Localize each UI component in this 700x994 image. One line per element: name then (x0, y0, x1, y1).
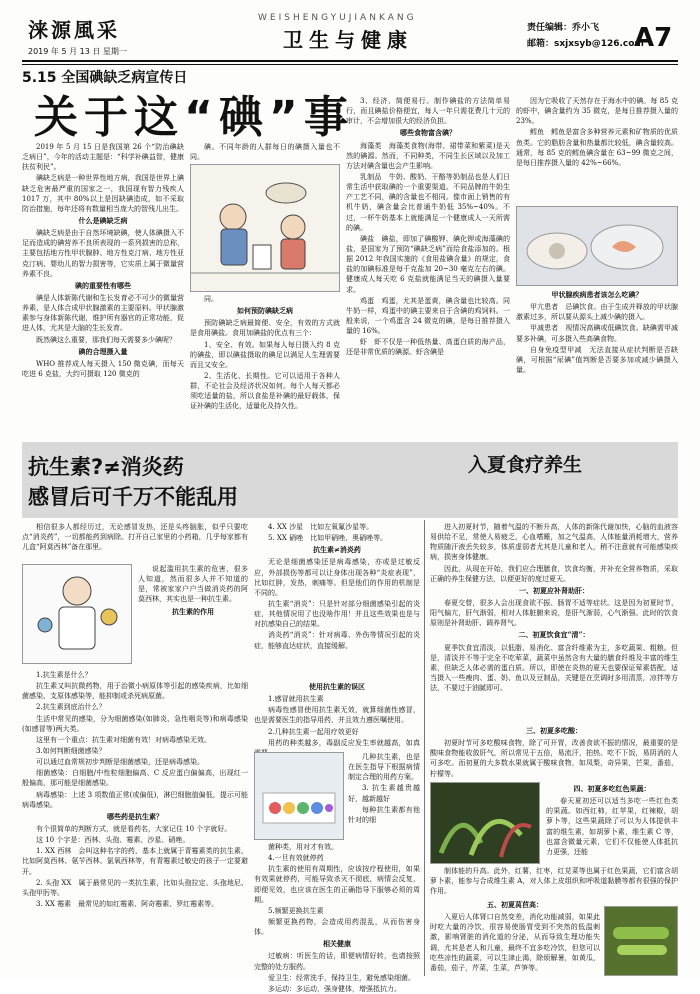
article3-column-lower (430, 866, 678, 896)
brand-logo: 涞源風采 (28, 18, 120, 42)
paragraph: 过敏病：听医生的话，即便病情好转，也请按照完整的处方服药。 (254, 952, 420, 971)
article2-title-line2: 感冒后可千万不能乱用 (28, 485, 238, 509)
paragraph: 海藻类 海藻类食物(海带、裙带菜和紫菜)是天然的碘源。然而，不同种类，不同生长区域以及加工方法对碘含量也会产生影响。 (346, 141, 510, 170)
subheading: 五、初夏莴苣高： (487, 900, 543, 909)
article3-column-mid (430, 724, 678, 780)
header-rule (22, 60, 678, 62)
column-pinyin: WEISHENGYUJIANKANG (258, 13, 417, 23)
paragraph: 1.感冒就用抗生素 (268, 695, 324, 704)
paragraph: 病毒感染：上述 3 项数值正常(或偏低)，淋巴细胞值偏低，提示可能病毒感染。 (22, 790, 248, 809)
subheading: 四、初夏多吃红色果蔬： (573, 784, 651, 793)
article2-column-2-top (254, 522, 420, 678)
subheading: 碘的合理摄入量 (78, 346, 128, 356)
paragraph: 抗生素的使用有周期性，应该按疗程使用，如果有效果就停药，可能导致杀灭不彻底，病情会反复，即便见效，也应该在医生的正确指导下服够必须的周期。 (254, 865, 420, 904)
paragraph: 1、安全、有效。如果每人每日摄入约 8 克的碘盐，即以碘盐摄取的碘足以满足人生理需要而且又安全。 (190, 340, 340, 369)
paragraph: 2.抗生素到底治什么？ (36, 703, 106, 712)
subheading: 甲状腺疾病患者该怎么吃碘？ (551, 290, 643, 299)
article2-title-line1: 抗生素?≠消炎药 (28, 455, 184, 479)
paragraph: 4.一旦有效就停药 (268, 854, 324, 863)
article1-column-4-top (516, 96, 678, 204)
paragraph: 说起滥用抗生素的危害，很多人知道，然而很多人并不知道的是，常被家家户户当做消炎药的阿莫西林，其实也是一种抗生素。 (138, 565, 248, 604)
paragraph: 菌种类，用对才有效。 (268, 843, 338, 851)
paragraph: 3. 抗生素越贵越好，越新越好 (348, 784, 420, 803)
article1-column-2 (190, 294, 340, 438)
paragraph: 2.几种抗生素一起用疗效更好 (268, 727, 359, 736)
paragraph: 虾 虾不仅是一种低热量、高蛋白质的海产品，还是非常优质的碘源。虾含碘是 (346, 338, 510, 357)
paragraph: 生活中常见的感染，分为细菌感染(如肺炎、急性咽炎等)和病毒感染(如感冒等)两大类。 (22, 714, 248, 733)
paragraph: 爱卫生：经常洗手，保持卫生，避免感染细菌。 (268, 973, 415, 982)
paragraph: 病毒性感冒使用抗生素无效，就算细菌性感冒，也是需要医生的指导用药，并且效力遵医嘱使用。 (254, 706, 420, 725)
subheading: 抗生素的作用 (172, 606, 214, 616)
paragraph: 甲亢患者 忌碘饮食。由于生成并释放的甲状腺激素过多，所以要从源头上减少碘的摄入。 (516, 303, 678, 322)
paragraph: 抗生素又叫抗微药物，用于治微小病原体等引起的感染疾病，比如细菌感染、支原体感染等，能抑制或杀死病原菌。 (22, 682, 248, 701)
paragraph: 碘缺乏病是由于自然环境缺碘，使人体碘摄入不足而造成的碘营养不良所表现的一系列损害的总称，主要包括地方性甲状腺肿、地方性克汀病、地方性亚克汀病、婴幼儿的智力损害等，它实质上属于微量营养素不良。 (22, 229, 184, 278)
paragraph: 抗生素“消炎”：只是针对部分细菌感染引起的炎症，其他情况用了也没啥作用！并且这些效果也是与对抗感染自己的结果。 (254, 599, 420, 629)
paragraph: WHO 推荐成人每天摄入 150 微克碘，而每天吃进 6 克盐，大约可摄取 120 微克的 (22, 359, 184, 378)
paragraph: 自身免疫型甲减 无法直接从症状判断是否缺碘，可根据“尿碘”值判断是否要多加或减少碘摄入量。 (516, 345, 678, 374)
paragraph: 春天夏初还可以适当多吃一些红色类的果蔬。如西红柿，红苹果，红辣椒，胡萝卜等，这些果蔬除了可以为人体提供丰富的维生素，如胡萝卜素，维生素 C 等，也富含微量元素，它们不仅能使人体抵抗力更强，还能 (546, 797, 678, 856)
paragraph: 3. XX 霉素 最常见的如红霉素、阿奇霉素、罗红霉素等。 (36, 899, 219, 908)
subheading: 如何预防碘缺乏病 (237, 306, 293, 316)
paragraph: 碘是人体新陈代谢和生长发育必不可少的微量营养素，是人体合成甲状腺激素的主要原料。甲状腺激素参与身体新陈代谢，维护所有器官的正常功能，促进人体，尤其是大脑的生长发育。 (22, 293, 184, 333)
paragraph: 鸡蛋 鸡蛋，尤其是蛋黄，碘含量也比较高。同牛奶一样，鸡蛋中的碘主要来自于含碘的鸡饲料。一般来说，一个鸡蛋含 24 微克的碘，是每日推荐摄入量的 16%。 (346, 296, 510, 336)
paragraph: 碘。不同年龄的人群每日的碘摄入量也不同。 (190, 143, 340, 162)
paragraph: 3.如何判断细菌感染？ (36, 746, 106, 755)
vegetables-illustration (431, 783, 539, 863)
paragraph: 可以通过血常规初步判断是细菌感染，还是病毒感染。 (36, 758, 204, 767)
column-divider (424, 520, 425, 976)
paragraph: 碘盐 碘盐，即加了碘酸钾、碘化钾或海藻碘的盐，是国家为了预防“碘缺乏病”而给食盐添加的。根据 2012 年我国实施的《食用盐碘含量》的规定，食盐的加碘标准是每千克盐加 20~30 毫克左右的碘。健康成人每天吃 6 克盐就能满足当天的碘摄入量要求。 (346, 234, 510, 294)
paragraph: 同。 (204, 295, 218, 303)
paragraph: 4. XX 沙星 比如左氧氟沙星等。 (268, 523, 374, 531)
paragraph: 夏季饮食宜清淡，以低脂、易消化、富含纤维素为主，多吃蔬果、粗粮。但是，清淡并不等于完全不吃荤菜，蔬菜中虽然含有大量的膳食纤维及丰富的维生素，但缺乏人体必需的蛋白质。所以，即使在炎热的夏天也要保证荤素搭配，适当摄入一些瘦肉、蛋、奶、鱼以及豆制品，关键是在烹调时多用清蒸，凉拌等方法，不要过于油腻即可。 (430, 643, 678, 693)
article2-column-1b (138, 564, 248, 684)
paragraph: 这里有一个重点：抗生素对细菌有效！对病毒感染无效。 (36, 735, 211, 744)
paragraph: 细菌感染：白细胞/中性粒细胞偏高、C 反应蛋白偏偏高，出现红一般偏高，那可能是细菌感染。 (22, 769, 248, 788)
paragraph: 1.抗生素是什么？ (36, 671, 92, 679)
subheading: 什么是碘缺乏病 (78, 215, 128, 225)
masthead (0, 0, 700, 62)
paragraph: 这 10 个字是：西林、头孢、霉素、沙星、硝唑。 (36, 836, 190, 845)
photo-pills (254, 752, 344, 840)
subheading: 哪些食物富含碘？ (400, 128, 456, 138)
pills-illustration (255, 753, 343, 839)
article1-column-3 (346, 96, 510, 438)
paragraph: 每种抗生素都有他针对的细 (348, 805, 420, 824)
article3-column-bottom (430, 898, 600, 976)
photo-seafood (516, 206, 678, 286)
subheading: 一、初夏应补肾助肝： (519, 585, 589, 595)
article1-kicker: 5.15 全国碘缺乏病宣传日 (22, 70, 188, 86)
article1-column-4 (516, 288, 678, 438)
paragraph: 3、经济、简便易行。制作碘盐的方法简单易行，而且碘盐价格便宜，每人一年只需花费几十元的审计，不会增加很大的经济负担。 (346, 97, 510, 126)
paragraph: 制体能的升高。此外，红薯，红枣，红苋菜等也属于红色果蔬，它们富含胡萝卜素，能参与合成维生素 A，对人体上皮组织和呼吸道黏膜等都有很强的保护作用。 (430, 867, 678, 896)
paragraph: 2、生活化、长期性。它可以适用于各种人群，不论社会及经济状况如何。每个人每天都必须吃适量的盐，所以食盐是补碘的最好载体，保证补碘的生活化，适量化及持久性。 (190, 371, 340, 411)
paragraph: 甲减患者 视情况高碘或低碘饮食。缺碘需甲减要多补碘，可多摄入些高碘食物。 (516, 324, 678, 343)
paragraph: 因此，从现在开始，我们应合理膳食，饮食均衡，并补充全营养物质，采取正确的养生保健方法，以便更好的度过夏天。 (430, 564, 678, 583)
subheading: 二、初夏饮食宜“清”： (518, 630, 590, 640)
paragraph: 预防碘缺乏病最简便、安全，有效的方式就是食用碘盐。食用加碘盐的优点有三个： (190, 319, 340, 338)
paragraph: 乳制品 牛奶、酸奶、干酪等奶制品也是人们日常生活中获取碘的一个重要渠道。不同品牌的牛奶生产工艺不同，碘的含量也不相同。像市面上销售的有机牛奶，碘含量会比普通牛奶低 35%~40%。不过，一杯牛奶基本上就能满足一个健康成人一天所需的碘。 (346, 172, 510, 232)
page-number: A7 (634, 23, 673, 53)
subheading: 哪些药是抗生素？ (107, 811, 163, 821)
paragraph: 2. 头孢 XX 属于最常见的一类抗生素，比如头孢拉定、头孢地尼、头孢甲肟等。 (22, 878, 248, 897)
paragraph: 几种抗生素，也是在医生指导下根据病情制定合理的用药方案。 (348, 753, 420, 782)
article3-title: 入夏食疗养生 (468, 454, 583, 476)
illustration-doctor (22, 564, 132, 664)
paragraph: 5. XX 硝唑 比如甲硝唑、奥硝唑等。 (268, 534, 388, 543)
paragraph: 春夏交替，很多人会出现食欲不振、肠胃不适等症状。这是因为初夏时节，阳气偏亢，肝气渐弱，相对人体脏腑来说，是肝气渐弱，心气渐强。此时的饮食原则是补肾助肝、调养肾气。 (430, 598, 678, 628)
article3-column-side (546, 782, 678, 866)
paragraph: 无论是细菌感染还是病毒感染，亦或是过敏反应，外部损伤等都可以让身体出现各种“炎症表现”，比如红肿，发热，刺痛等。但是他们的作用的机制是不同的。 (254, 558, 420, 597)
paragraph: 1. XX 西林 会叫这种名字的药，基本上就属于青霉素类的抗生素，比如阿莫西林、氨苄西林、氯氧西林等，有青霉素过敏史的孩子一定要避开。 (22, 847, 248, 876)
editor-email[interactable]: 邮箱：sxjxsyb@126.com (527, 39, 644, 49)
article1-column-1 (22, 142, 184, 438)
article2-intro (22, 522, 248, 556)
cucumber-illustration (605, 907, 677, 975)
subheading: 使用抗生素的误区 (309, 682, 365, 691)
subheading: 碘的重要性有哪些 (75, 280, 131, 290)
editor-name: 责任编辑：乔小飞 (527, 23, 600, 33)
paragraph: 多运动：多运动，强身健体，增强抵抗力。 (268, 984, 401, 993)
header-rule-thin (22, 64, 678, 65)
paragraph: 初夏时节可多吃酸味食物，除了可开胃，改善食欲不振的情况，最重要的是酸味食物能收敛肝气，所以常见于五倍，易流汗，拍热、吃不下饭，易阴消的人可多吃。而初夏的大多数水果就属于酸味食物，如凤梨，奇异果，芒果，番茄，柠檬等。 (430, 739, 678, 778)
paragraph: 5.频繁更换抗生素 (268, 906, 324, 915)
issue-date: 2019 年 5 月 13 日 星期一 (28, 47, 127, 56)
subheading: 相关健康 (323, 939, 351, 949)
subheading: 抗生素≠消炎药 (313, 545, 361, 555)
article2-column-2-bottom (254, 842, 420, 993)
paragraph: 因为它吸收了天然存在于海水中的碘。每 85 克的虾中，碘含量约为 35 微克，是每日推荐摄入量的 23%。 (516, 97, 678, 126)
paragraph: 入夏后人体肾口自然变差，消化功能减弱，如果此时吃大量的冷饮，很容易使肠胃受到不突然的低温刺激，影响肾脏的消化道的分泌，从而导致生理功能失调，尤其是老人和儿童，最终不宜多吃冷饮，但您可以吃些凉性的蔬菜，可以生津止渴，除烦解暑，如黄瓜，番茄，茄子，芹菜，生菜，芦笋等。 (430, 913, 600, 972)
paragraph: 消炎药“消炎”：针对病毒、外伤等情况引起的炎症，能够直达症状，直接缓解。 (254, 631, 420, 650)
photo-cucumbers (604, 906, 678, 976)
article2-column-1 (22, 670, 248, 976)
paragraph: 相信很多人都经历过，无论感冒发热，还是头疼脑胀，似乎只要吃点“消炎药”，一切都能药到病除。打开自己家里的小药箱，几乎每家都有儿盒“阿莫西林”备在那里。 (22, 523, 248, 552)
paragraph: 鳕鱼 鳕鱼是富含多种营养元素和矿物质的优质鱼类。它的脂肪含量和热量都比较低，碘含量较高。通常，每 85 克的鳕鱼碘含量在 63~99 微克之间，是每日推荐摄入量的 42%~66%。 (516, 128, 678, 167)
column-title: 卫生与健康 (283, 28, 413, 52)
article3-column-top (430, 522, 678, 724)
photo-red-vegetables (430, 782, 540, 864)
article1-title: 关于这“碘”事 (34, 92, 354, 143)
doctor-cartoon (23, 565, 131, 663)
paragraph: 进入初夏时节，随着气温的不断升高，人体的新陈代谢加快，心脑的血液容易供给不足，常使人易疲乏，心血嗜睡，加之气温高，人体能量消耗增大，营养物质随汗液丢失较多，体质虚弱者尤其是儿童和老人，稍不注意就有可能感染疾病，损害身体健康。 (430, 523, 678, 562)
paragraph: 既然碘这么重要，那我们每天需要多少碘呢？ (36, 335, 176, 344)
paragraph: 用药的种类越多，毒副反应发生率就越高，如真 (268, 738, 420, 747)
paragraph: 2019 年 5 月 15 日是我国第 26 个“防治碘缺乏病日”，今年的活动主题是：“科学补碘益智，健康扶贫利民”。 (22, 143, 184, 172)
subheading: 三、初夏多吃酸： (526, 726, 582, 735)
seafood-illustration (517, 207, 677, 285)
cartoon-illustration (191, 165, 339, 291)
paragraph: 有个很简单的判断方式，就是看药名，大家记住 10 个字就好。 (36, 824, 232, 833)
illustration-iodine-salt (190, 164, 340, 292)
paragraph: 频繁更换药物，会造成用药混乱，从而伤害身体。 (254, 917, 420, 937)
article1-column-2-top (190, 142, 340, 164)
paragraph: 碘缺乏病是一种世界性地方病，我国是世界上碘缺乏危害最严重的国家之一，我国现有智力残疾人 1017 万，其中 80%以上是因缺碘造成，如不采取防治措施，每年还将有数量相当庞大的智残儿出生。 (22, 174, 184, 213)
article2-column-3 (348, 752, 420, 840)
